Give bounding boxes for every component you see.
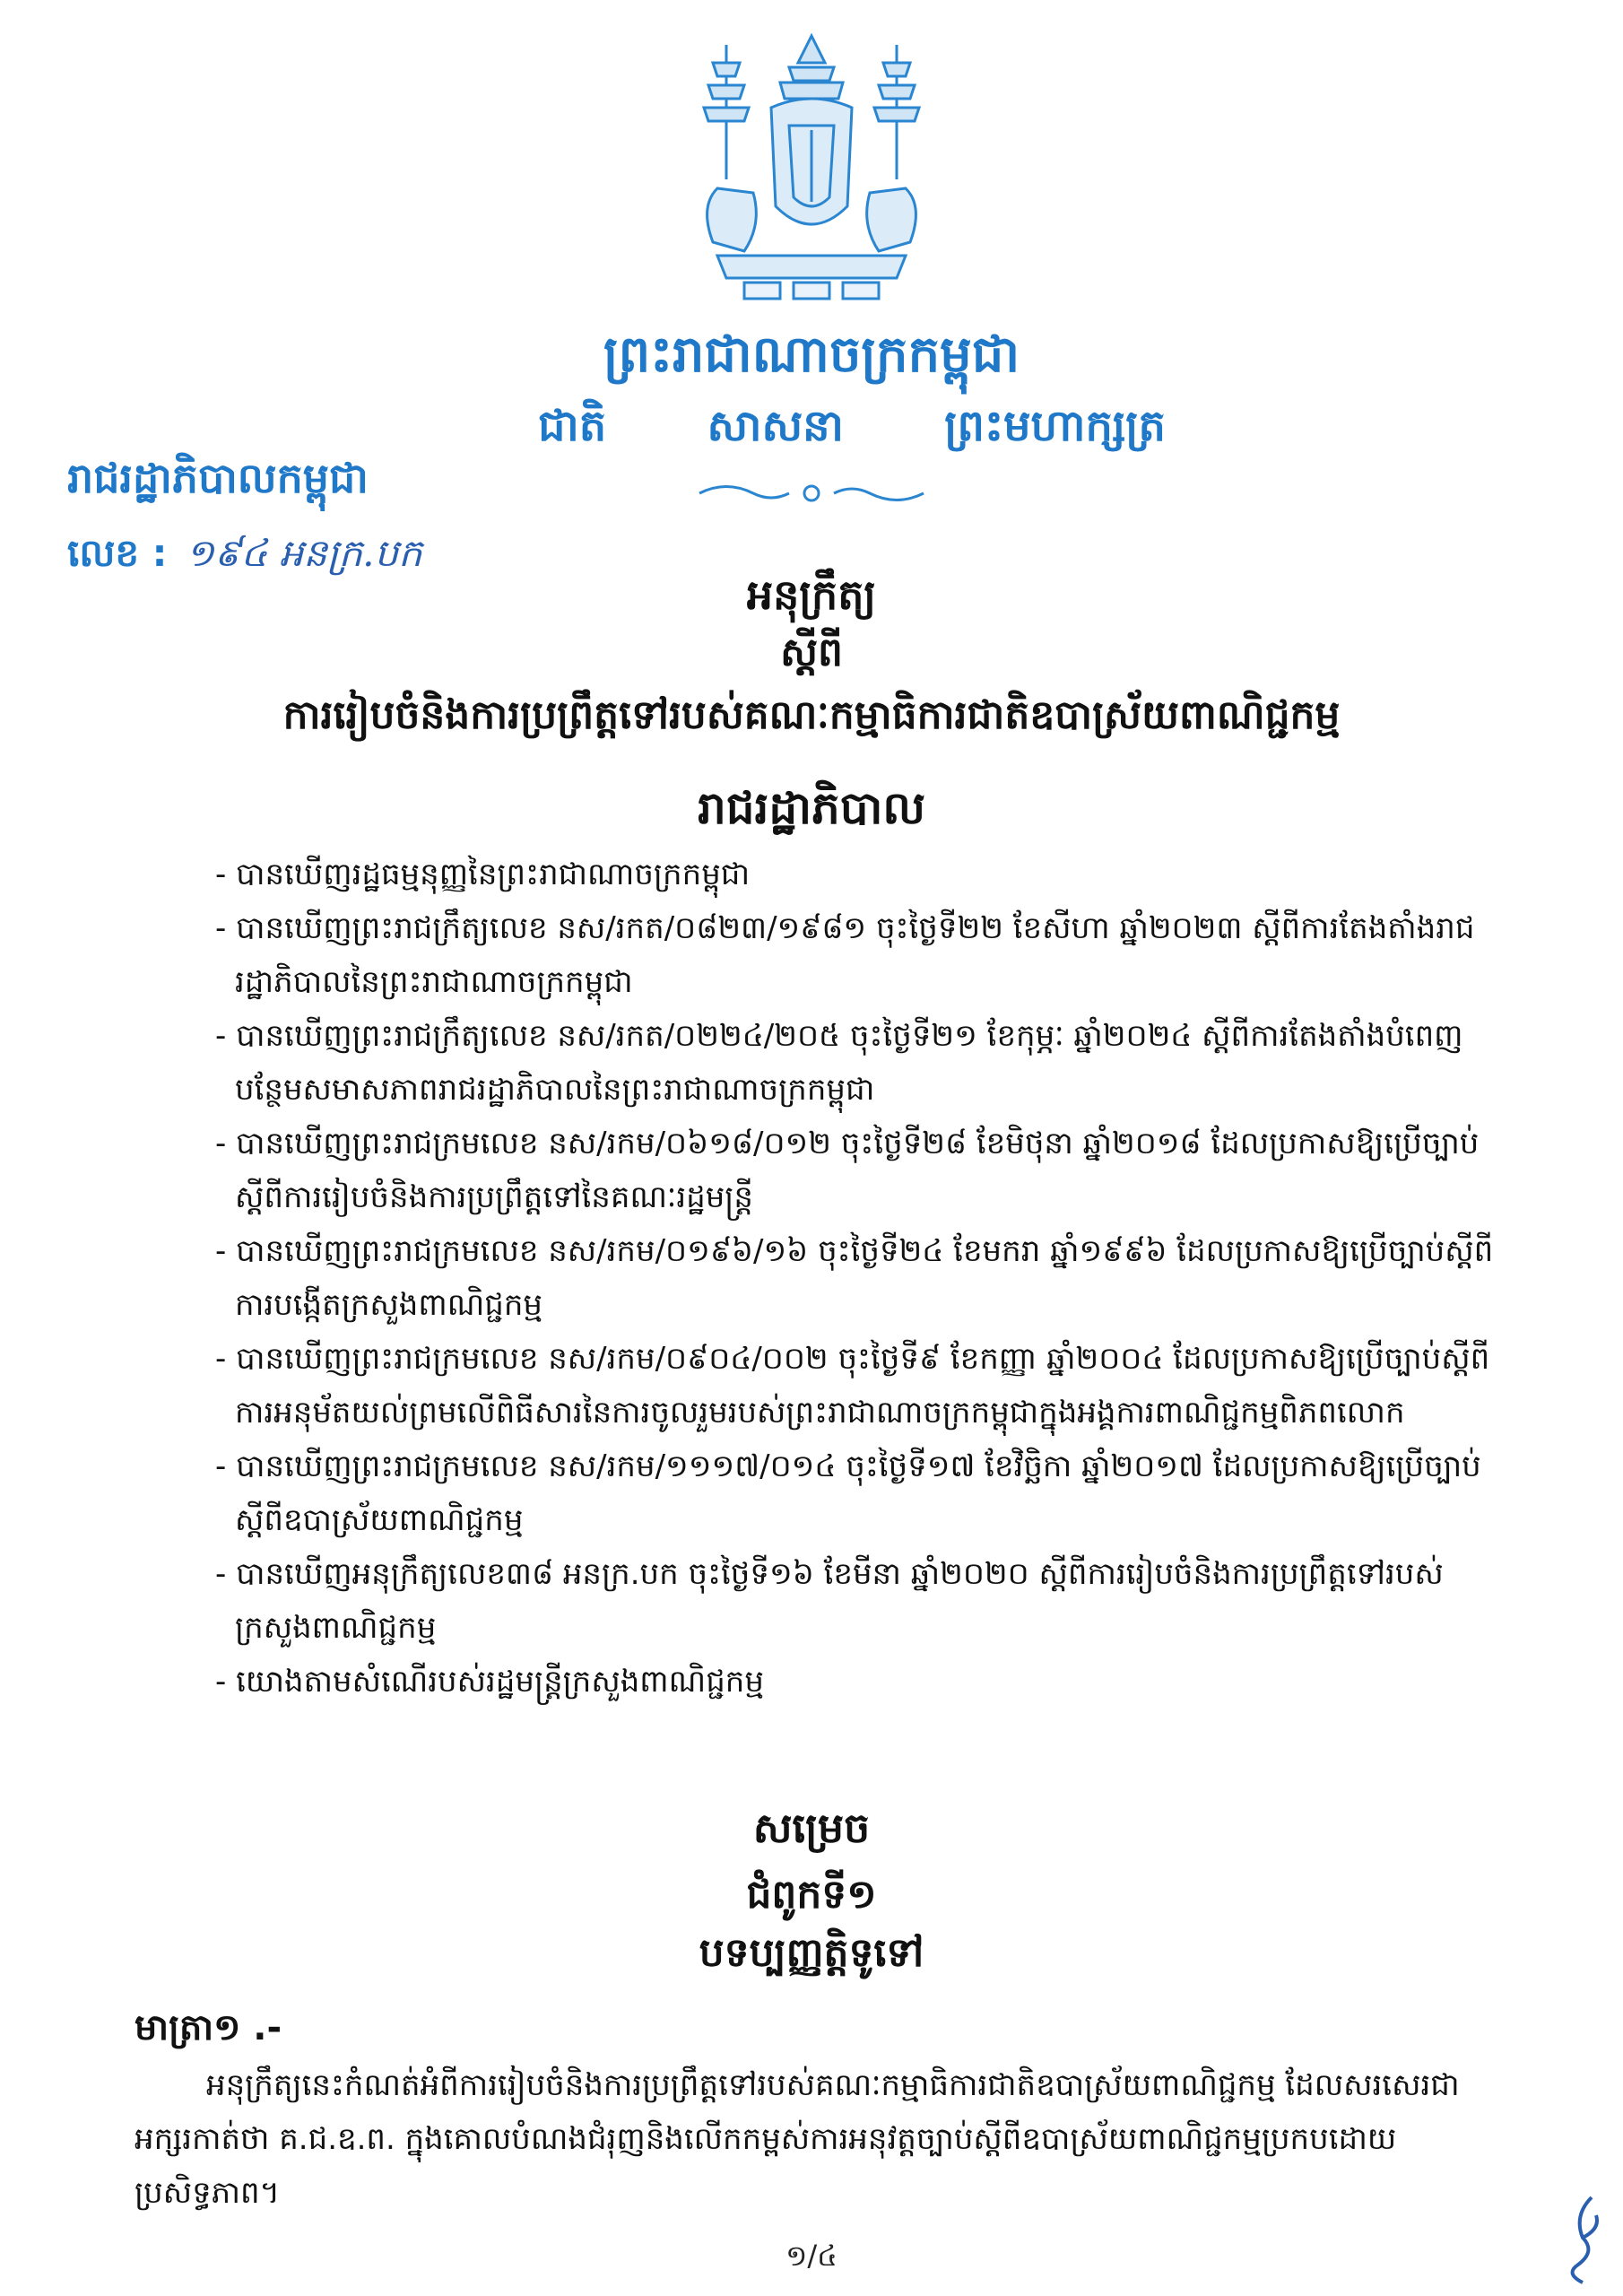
page-number: ១/៤	[785, 2239, 838, 2273]
issuing-government: រាជរដ្ឋាភិបាលកម្ពុជា	[67, 454, 369, 502]
document-about: ស្តីពី	[780, 630, 843, 675]
chapter-title: បទប្បញ្ញត្តិទូទៅ	[699, 1930, 924, 1976]
recital-item: - បានឃើញព្រះរាជក្រឹត្យលេខ នស/រកត/០៨២៣/១៩៨១ ចុះថ្ងៃទី២២ ខែសីហា ឆ្នាំ២០២៣ ស្តីពីការតែងតាំងរាជរដ្ឋាភិបាលនៃព្រះរាជាណាចក្រកម្ពុជា	[215, 910, 1475, 1000]
recital-item: - បានឃើញព្រះរាជក្រមលេខ នស/រកម/០៦១៨/០១២ ចុះថ្ងៃទី២៨ ខែមិថុនា ឆ្នាំ២០១៨ ដែលប្រកាសឱ្យប្រើច្បាប់ស្តីពីការរៀបចំនិងការប្រព្រឹត្តទៅនៃគណៈរដ្ឋមន្ត្រី	[215, 1126, 1480, 1215]
article-heading: មាត្រា១ .-	[135, 2007, 282, 2048]
recital-item: - បានឃើញរដ្ឋធម្មនុញ្ញនៃព្រះរាជាណាចក្រកម្ពុជា	[215, 857, 751, 892]
recital-item: - បានឃើញព្រះរាជក្រមលេខ នស/រកម/០១៩៦/១៦ ចុះថ្ងៃទី២៤ ខែមករា ឆ្នាំ១៩៩៦ ដែលប្រកាសឱ្យប្រើច្បាប់ស្តីពីការបង្កើតក្រសួងពាណិជ្ជកម្ម	[215, 1233, 1494, 1323]
motto-religion: សាសនា	[707, 401, 844, 451]
decorative-divider-icon	[690, 475, 933, 511]
recital-item: - បានឃើញអនុក្រឹត្យលេខ៣៨ អនក្រ.បក ចុះថ្ងៃទី១៦ ខែមីនា ឆ្នាំ២០២០ ស្តីពីការរៀបចំនិងការប្រព្រឹត្តទៅរបស់ក្រសួងពាណិជ្ជកម្ម	[215, 1556, 1444, 1646]
chapter-heading: ជំពូកទី១	[746, 1872, 877, 1918]
decision-heading: សម្រេច	[752, 1804, 871, 1852]
document-subject: ការរៀបចំនិងការប្រព្រឹត្តទៅរបស់គណៈកម្មាធិការជាតិឧបាស្រ័យពាណិជ្ជកម្ម	[282, 692, 1341, 738]
document-type: អនុក្រឹត្យ	[746, 570, 877, 619]
kingdom-title: ព្រះរាជាណាចក្រកម្ពុជា	[603, 326, 1020, 384]
issuer-heading: រាជរដ្ឋាភិបាល	[698, 782, 925, 834]
motto-king: ព្រះមហាក្សត្រ	[944, 401, 1166, 451]
article-body: អនុក្រឹត្យនេះកំណត់អំពីការរៀបចំនិងការប្រព្រឹត្តទៅរបស់គណៈកម្មាធិការជាតិឧបាស្រ័យពាណិជ្ជកម្ម ដែលសរសេរជាអក្សរកាត់ថា គ.ជ.ឧ.ព. ក្នុងគោលបំណងជំរុញនិងលើកកម្ពស់ការអនុវត្តច្បាប់ស្តីពីឧបាស្រ័យពាណិជ្ជកម្មប្រកបដោយប្រសិទ្ធភាព។	[135, 2067, 1460, 2211]
national-motto	[538, 399, 1166, 462]
recital-item: - បានឃើញព្រះរាជក្រឹត្យលេខ នស/រកត/០២២៤/២០៥ ចុះថ្ងៃទី២១ ខែកុម្ភៈ ឆ្នាំ២០២៤ ស្តីពីការតែងតាំងបំពេញបន្ថែមសមាសភាពរាជរដ្ឋាភិបាលនៃព្រះរាជាណាចក្រកម្ពុជា	[215, 1018, 1463, 1108]
recital-item: - បានឃើញព្រះរាជក្រមលេខ នស/រកម/០៩០៤/០០២ ចុះថ្ងៃទី៩ ខែកញ្ញា ឆ្នាំ២០០៤ ដែលប្រកាសឱ្យប្រើច្បាប់ស្តីពីការអនុម័តយល់ព្រមលើពិធីសារនៃការចូលរួមរបស់ព្រះរាជាណាចក្រកម្ពុជាក្នុងអង្គការពាណិជ្ជកម្មពិភពលោក	[215, 1341, 1490, 1431]
handwritten-initials-icon	[1556, 2188, 1610, 2287]
recital-item: - យោងតាមសំណើរបស់រដ្ឋមន្ត្រីក្រសួងពាណិជ្ជកម្ម	[215, 1664, 764, 1700]
royal-coat-of-arms-icon	[664, 27, 959, 314]
recitals-list	[215, 848, 1506, 1709]
document-number-value: ១៩៤ អនក្រ.បក	[186, 531, 422, 575]
document-number-label: លេខ :	[67, 531, 168, 575]
motto-nation: ជាតិ	[538, 401, 607, 451]
recital-item: - បានឃើញព្រះរាជក្រមលេខ នស/រកម/១១១៧/០១៤ ចុះថ្ងៃទី១៧ ខែវិច្ឆិកា ឆ្នាំ២០១៧ ដែលប្រកាសឱ្យប្រើច្បាប់ស្តីពីឧបាស្រ័យពាណិជ្ជកម្ម	[215, 1448, 1481, 1538]
